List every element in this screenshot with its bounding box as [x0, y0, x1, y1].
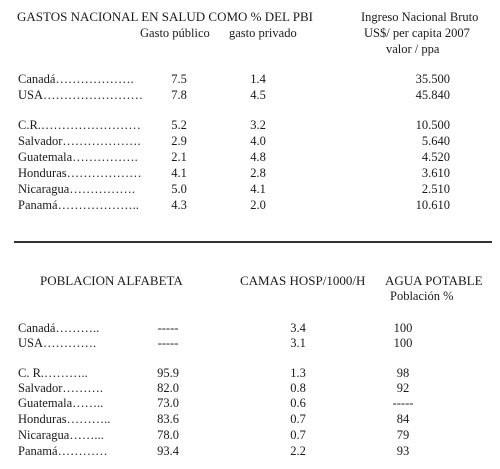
alfabeta-value: 95.9 — [157, 366, 179, 380]
ingreso-value: 3.610 — [421, 166, 450, 180]
camas-value: 3.1 — [290, 336, 306, 350]
col-gasto-publico-header: Gasto público — [140, 26, 210, 40]
ingreso-value: 10.610 — [415, 198, 450, 212]
gasto-privado-value: 4.0 — [250, 134, 266, 148]
gasto-privado-value: 4.5 — [250, 88, 266, 102]
country-label: USA…………. — [18, 336, 97, 350]
alfabeta-value: ----- — [157, 321, 179, 335]
section1-title: GASTOS NACIONAL EN SALUD COMO % DEL PBI — [17, 9, 313, 24]
agua-value: 84 — [396, 412, 410, 426]
gasto-publico-value: 7.5 — [171, 72, 187, 86]
income-header-line2: US$/ per capita 2007 — [364, 26, 470, 40]
ingreso-value: 35.500 — [415, 72, 450, 86]
country-label: Salvador………. — [18, 381, 104, 395]
country-label: Panamá………… — [18, 444, 108, 458]
agua-value: 100 — [393, 336, 413, 350]
alfabeta-value: 73.0 — [157, 396, 179, 410]
gasto-publico-value: 4.1 — [171, 166, 187, 180]
gasto-publico-value: 2.9 — [171, 134, 187, 148]
camas-value: 0.6 — [290, 396, 306, 410]
section-divider — [14, 241, 492, 243]
camas-value: 2.2 — [290, 444, 306, 458]
ingreso-value: 5.640 — [421, 134, 450, 148]
col-poblacion-alfabeta-header: POBLACION ALFABETA — [40, 273, 183, 288]
country-label: Canadá……….. — [18, 321, 100, 335]
agua-value: 79 — [396, 428, 410, 442]
gasto-publico-value: 5.2 — [171, 118, 187, 132]
col-agua-sub-header: Población % — [390, 289, 454, 303]
gasto-privado-value: 4.1 — [250, 182, 266, 196]
alfabeta-value: 93.4 — [157, 444, 179, 458]
agua-value: 93 — [396, 444, 410, 458]
ingreso-value: 2.510 — [421, 182, 450, 196]
country-label: Honduras……….. — [18, 412, 111, 426]
alfabeta-value: 82.0 — [157, 381, 179, 395]
agua-value: 100 — [393, 321, 413, 335]
ingreso-value: 4.520 — [421, 150, 450, 164]
col-agua-potable-header: AGUA POTABLE — [385, 273, 483, 288]
country-label: Honduras……………… — [18, 166, 142, 180]
alfabeta-value: ----- — [157, 336, 179, 350]
country-label: C.R.…………………… — [18, 118, 141, 132]
camas-value: 0.7 — [290, 428, 306, 442]
agua-value: 98 — [396, 366, 410, 380]
alfabeta-value: 78.0 — [157, 428, 179, 442]
country-label: Canadá………………. — [18, 72, 134, 86]
ingreso-value: 10.500 — [415, 118, 450, 132]
camas-value: 1.3 — [290, 366, 306, 380]
income-header-line1: Ingreso Nacional Bruto — [361, 10, 479, 24]
agua-value: ----- — [392, 396, 414, 410]
gasto-privado-value: 3.2 — [250, 118, 266, 132]
country-label: C. R.……….. — [18, 366, 88, 380]
col-gasto-privado-header: gasto privado — [229, 26, 297, 40]
gasto-publico-value: 4.3 — [171, 198, 187, 212]
gasto-publico-value: 7.8 — [171, 88, 187, 102]
country-label: Salvador………………. — [18, 134, 141, 148]
gasto-privado-value: 4.8 — [250, 150, 266, 164]
ingreso-value: 45.840 — [415, 88, 450, 102]
country-label: USA…………………… — [18, 88, 144, 102]
gasto-privado-value: 2.8 — [250, 166, 266, 180]
gasto-privado-value: 2.0 — [250, 198, 266, 212]
income-header-line3: valor / ppa — [386, 42, 440, 56]
camas-value: 3.4 — [290, 321, 306, 335]
camas-value: 0.7 — [290, 412, 306, 426]
agua-value: 92 — [396, 381, 410, 395]
gasto-publico-value: 2.1 — [171, 150, 187, 164]
country-label: Nicaragua……... — [18, 428, 104, 442]
country-label: Nicaragua……………. — [18, 182, 135, 196]
camas-value: 0.8 — [290, 381, 306, 395]
country-label: Panamá……………….. — [18, 198, 139, 212]
country-label: Guatemala…….. — [18, 396, 104, 410]
col-camas-header: CAMAS HOSP/1000/H — [240, 273, 366, 288]
alfabeta-value: 83.6 — [157, 412, 179, 426]
gasto-privado-value: 1.4 — [250, 72, 266, 86]
country-label: Guatemala……………. — [18, 150, 138, 164]
gasto-publico-value: 5.0 — [171, 182, 187, 196]
